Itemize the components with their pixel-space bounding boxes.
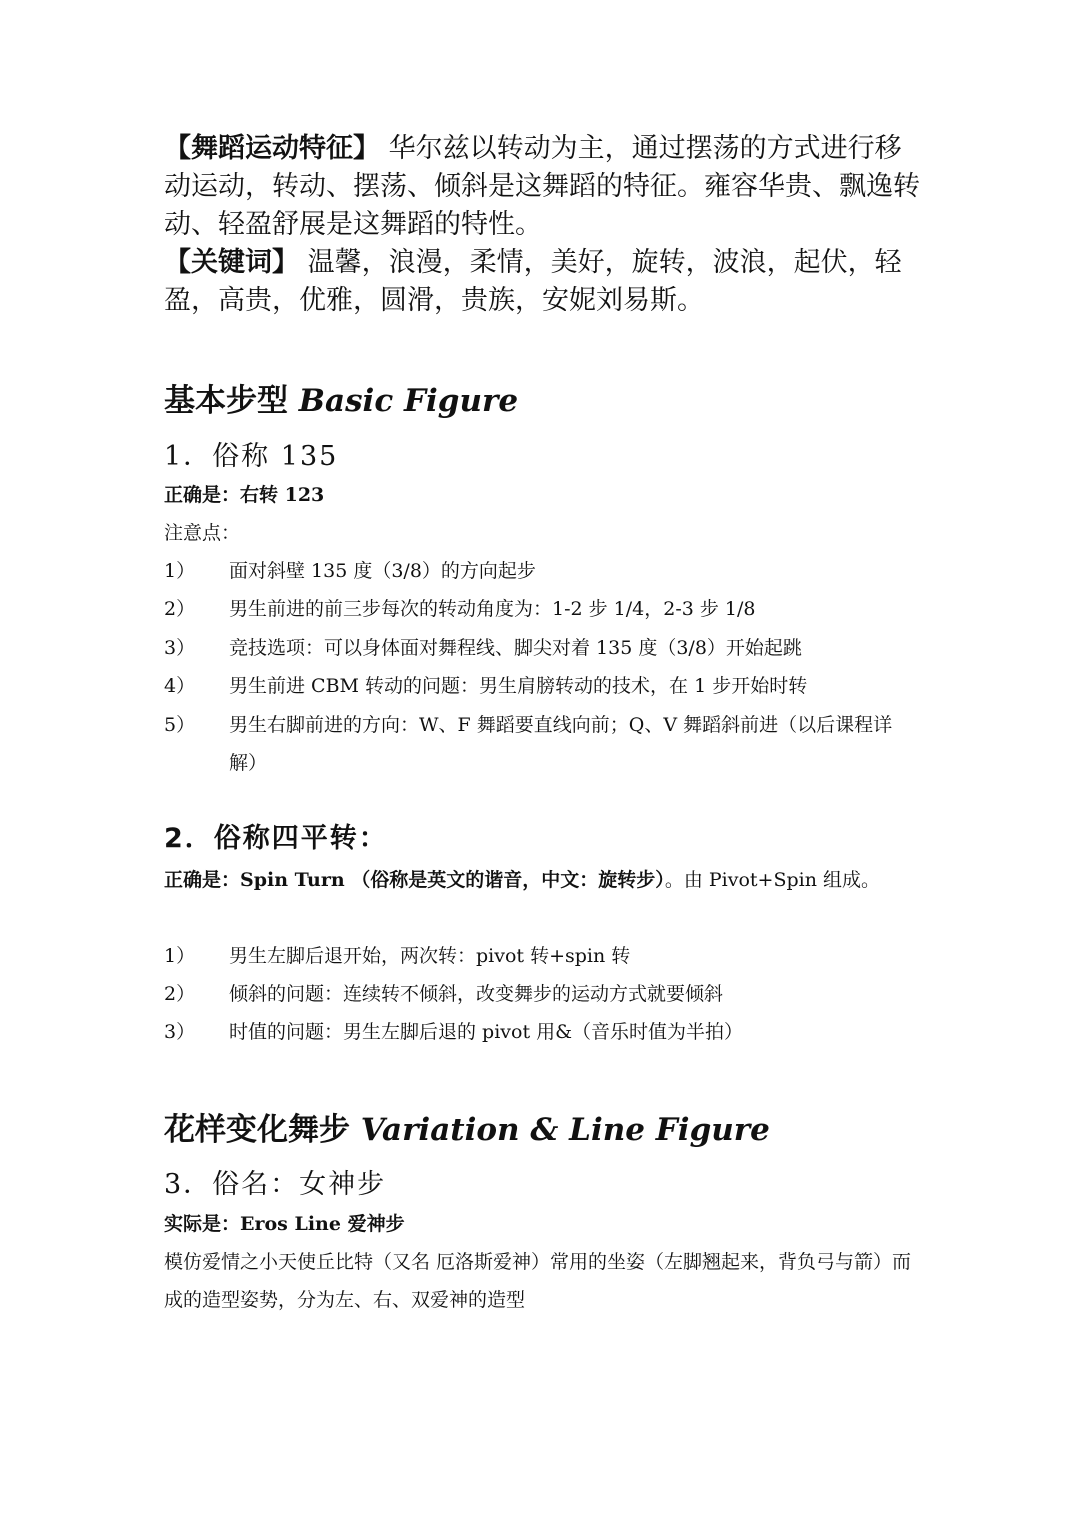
list-number: 5）: [164, 714, 196, 736]
list-text: 倾斜的问题：连续转不倾斜，改变舞步的运动方式就要倾斜: [229, 983, 724, 1005]
variation-heading: [164, 1110, 770, 1150]
section-1-correct: 正确是：右转 123: [164, 484, 325, 506]
heading-en: Variation & Line Figure: [360, 1112, 770, 1148]
list-number: 2）: [164, 598, 196, 620]
list-text: 竞技选项：可以身体面对舞程线、脚尖对着 135 度（3/8）开始起跳: [229, 637, 802, 659]
list-text: 男生前进 CBM 转动的问题：男生肩膀转动的技术，在 1 步开始时转: [229, 675, 808, 697]
heading-en: Basic Figure: [298, 383, 519, 419]
feature-text: 华尔兹以转动为主，通过摆荡的方式进行移动运动，转动、摆荡、倾斜是这舞蹈的特征。雍容华贵、飘逸转动、轻盈舒展是这舞蹈的特性。: [164, 133, 920, 240]
list-number: 4）: [164, 675, 196, 697]
list-text: 男生左脚后退开始，两次转：pivot 转+spin 转: [229, 945, 631, 967]
list-number: 3）: [164, 637, 196, 659]
section-2-correct: [164, 861, 920, 899]
list-text: 男生右脚前进的方向：W、F 舞蹈要直线向前；Q、V 舞蹈斜前进（以后课程详解）: [229, 714, 893, 774]
section-3-actual: 实际是：Eros Line 爱神步: [164, 1213, 405, 1235]
intro-section: [164, 130, 924, 320]
notes-label: 注意点：: [164, 522, 241, 544]
heading-cn: 花样变化舞步: [164, 1112, 350, 1148]
heading-cn: 基本步型: [164, 383, 288, 419]
feature-paragraph: [164, 130, 924, 244]
list-number: 3）: [164, 1021, 196, 1043]
section-2-title: 2．俗称四平转：: [164, 823, 388, 854]
section-3-description: 模仿爱情之小天使丘比特（又名 厄洛斯爱神）常用的坐姿（左脚翘起来，背负弓与箭）而成的造型姿势，分为左、右、双爱神的造型: [164, 1251, 912, 1311]
list-text: 男生前进的前三步每次的转动角度为：1-2 步 1/4，2-3 步 1/8: [229, 598, 756, 620]
keyword-label: 【关键词】: [164, 247, 299, 278]
keyword-text: 温馨，浪漫，柔情，美好，旋转，波浪，起伏，轻盈，高贵，优雅，圆滑，贵族，安妮刘易斯。: [164, 247, 902, 316]
basic-figure-heading: [164, 381, 518, 421]
list-text: 时值的问题：男生左脚后退的 pivot 用&（音乐时值为半拍）: [229, 1021, 744, 1043]
section-1-title: 1．俗称 135: [164, 441, 339, 472]
section-2-correct-rest: 。由 Pivot+Spin 组成。: [664, 869, 880, 891]
list-text: 面对斜壁 135 度（3/8）的方向起步: [229, 560, 536, 582]
section-2-correct-bold: 正确是：Spin Turn （俗称是英文的谐音，中文：旋转步）: [164, 869, 665, 891]
list-number: 1）: [164, 560, 196, 582]
section-3-title: 3．俗名：女神步: [164, 1169, 387, 1200]
keyword-paragraph: [164, 244, 924, 320]
feature-label: 【舞蹈运动特征】: [164, 133, 380, 164]
list-number: 1）: [164, 945, 196, 967]
list-number: 2）: [164, 983, 196, 1005]
